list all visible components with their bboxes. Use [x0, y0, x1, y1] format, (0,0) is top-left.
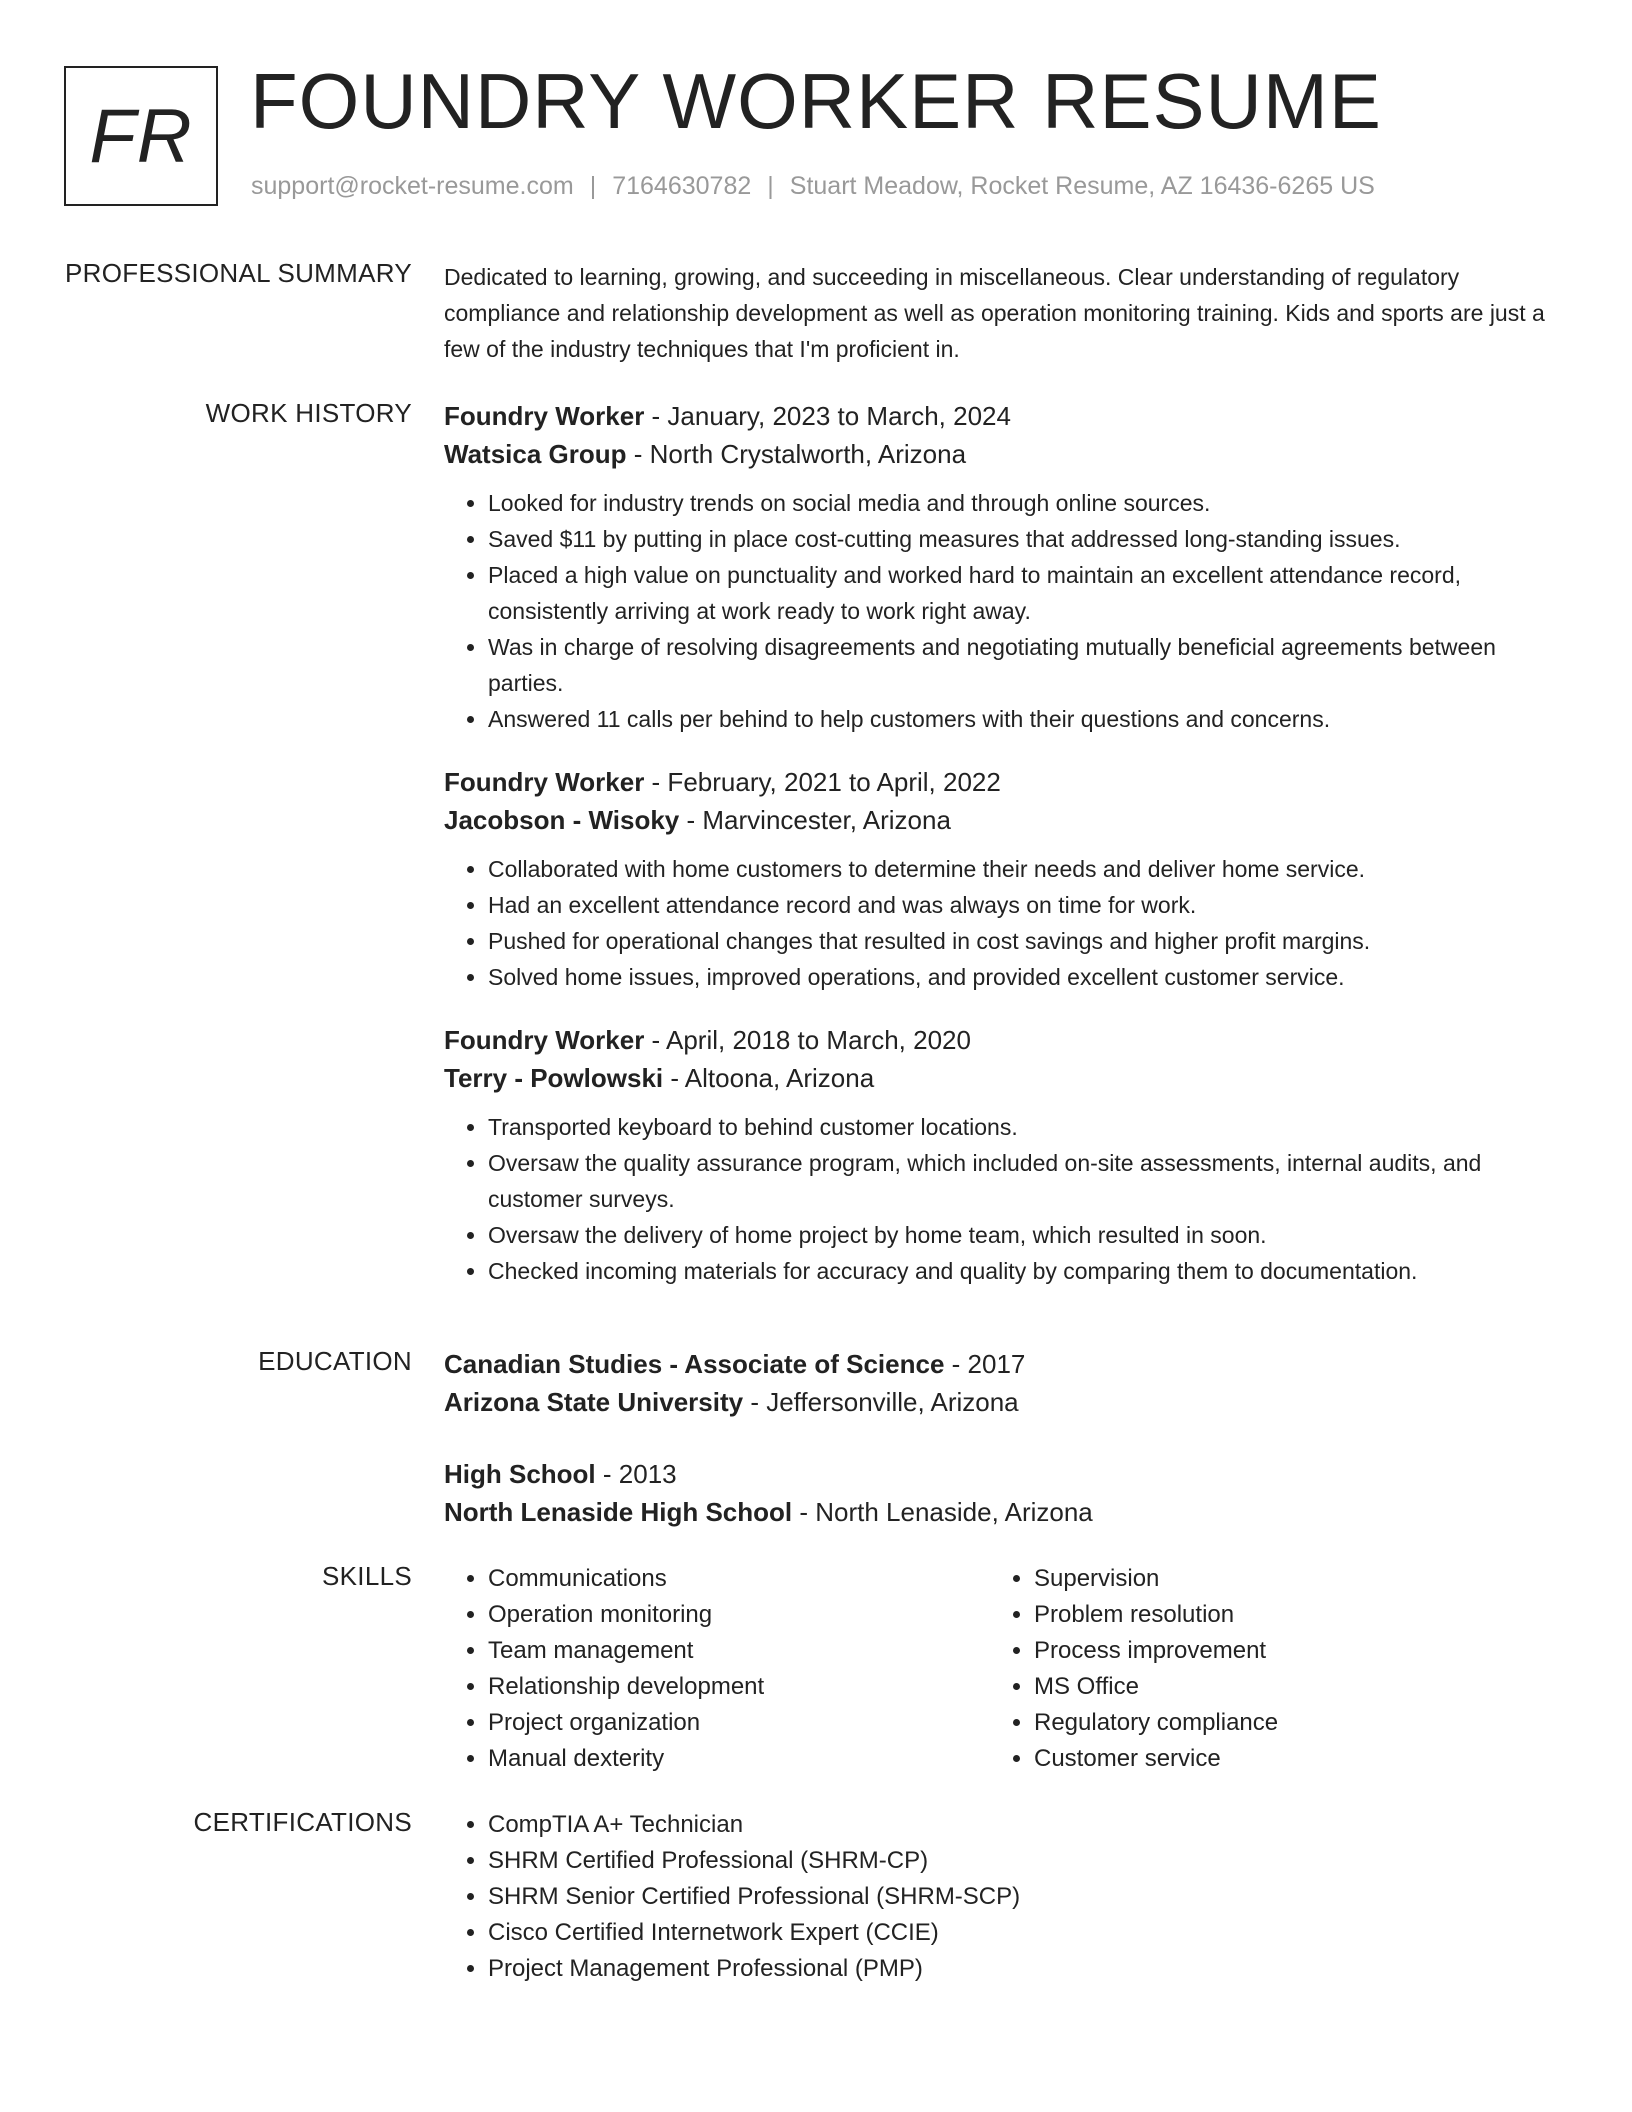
section-label: PROFESSIONAL SUMMARY — [65, 258, 412, 288]
school-location: - North Lenaside, Arizona — [792, 1497, 1093, 1527]
certification-item: • Project Management Professional (PMP) — [488, 1951, 1564, 1987]
contact-separator: | — [767, 172, 774, 200]
skills-body — [444, 1561, 1564, 1777]
job-entry — [444, 763, 1564, 995]
job-bullet: • Oversaw the delivery of home project by home team, which resulted in soon. — [488, 1217, 1564, 1253]
section-label: WORK HISTORY — [205, 398, 412, 428]
resume-title: FOUNDRY WORKER RESUME — [250, 57, 1382, 145]
school-name: Arizona State University — [444, 1387, 744, 1417]
job-title: Foundry Worker — [444, 1025, 645, 1055]
job-bullet: • Oversaw the quality assurance program, which included on-site assessments, internal audits, and customer surveys. — [488, 1145, 1564, 1217]
job-entry — [444, 1021, 1564, 1289]
job-bullets — [444, 1109, 1564, 1289]
job-bullet: • Placed a high value on punctuality and worked hard to maintain an excellent attendance record, consistently arriving at work ready to work right away. — [488, 557, 1564, 629]
section-label: CERTIFICATIONS — [193, 1807, 412, 1837]
job-company-line — [444, 801, 1564, 839]
contact-line — [251, 172, 1375, 201]
skill-item: • Process improvement — [1034, 1633, 1534, 1669]
contact-email[interactable]: support@rocket-resume.com — [251, 172, 574, 200]
job-title: Foundry Worker — [444, 401, 645, 431]
job-company: Watsica Group — [444, 439, 627, 469]
skill-item: • Manual dexterity — [488, 1741, 988, 1777]
job-dates: - February, 2021 to April, 2022 — [644, 767, 1001, 797]
school-line — [444, 1383, 1564, 1421]
work-history-body — [444, 397, 1564, 1289]
job-location: - Marvincester, Arizona — [679, 805, 951, 835]
job-company: Jacobson - Wisoky — [444, 805, 680, 835]
job-bullet: • Had an excellent attendance record and was always on time for work. — [488, 887, 1564, 923]
initials-monogram: FR — [64, 66, 218, 206]
skill-item: • Relationship development — [488, 1669, 988, 1705]
contact-phone[interactable]: 7164630782 — [612, 172, 752, 200]
job-bullets — [444, 485, 1564, 737]
education-entry — [444, 1345, 1564, 1421]
section-label: EDUCATION — [258, 1346, 412, 1376]
certification-item: • SHRM Senior Certified Professional (SHRM-SCP) — [488, 1879, 1564, 1915]
job-title-line — [444, 1021, 1564, 1059]
certifications-body — [444, 1807, 1564, 1987]
school-name: North Lenaside High School — [444, 1497, 793, 1527]
section-label: SKILLS — [322, 1561, 412, 1591]
job-title: Foundry Worker — [444, 767, 645, 797]
job-dates: - April, 2018 to March, 2020 — [644, 1025, 971, 1055]
education-entry — [444, 1455, 1564, 1531]
job-bullet: • Checked incoming materials for accuracy and quality by comparing them to documentation. — [488, 1253, 1564, 1289]
skill-item: • Problem resolution — [1034, 1597, 1534, 1633]
education-body — [444, 1345, 1564, 1531]
skills-grid — [444, 1561, 1564, 1777]
job-bullet: • Solved home issues, improved operations, and provided excellent customer service. — [488, 959, 1564, 995]
certifications-list — [444, 1807, 1564, 1987]
job-company-line — [444, 1059, 1564, 1097]
job-bullet: • Looked for industry trends on social media and through online sources. — [488, 485, 1564, 521]
certification-item: • CompTIA A+ Technician — [488, 1807, 1564, 1843]
skills-column-right — [988, 1561, 1534, 1777]
job-bullets — [444, 851, 1564, 995]
degree-line — [444, 1345, 1564, 1383]
job-title-line — [444, 763, 1564, 801]
school-location: - Jeffersonville, Arizona — [743, 1387, 1019, 1417]
skill-item: • Communications — [488, 1561, 988, 1597]
job-bullet: • Pushed for operational changes that resulted in cost savings and higher profit margins. — [488, 923, 1564, 959]
certification-item: • Cisco Certified Internetwork Expert (CCIE) — [488, 1915, 1564, 1951]
certification-item: • SHRM Certified Professional (SHRM-CP) — [488, 1843, 1564, 1879]
school-line — [444, 1493, 1564, 1531]
degree-name: Canadian Studies - Associate of Science — [444, 1349, 945, 1379]
job-title-line — [444, 397, 1564, 435]
skill-item: • Team management — [488, 1633, 988, 1669]
degree-year: - 2017 — [944, 1349, 1026, 1379]
summary-text: Dedicated to learning, growing, and succeeding in miscellaneous. Clear understanding of regulatory compliance and relationship development as well as operation monitoring training. Kids and sports are just a few of the industry techniques that I'm proficient in. — [444, 264, 1545, 362]
skill-item: • Supervision — [1034, 1561, 1534, 1597]
skills-column-left — [444, 1561, 988, 1777]
skill-item: • MS Office — [1034, 1669, 1534, 1705]
job-bullet: • Collaborated with home customers to determine their needs and deliver home service. — [488, 851, 1564, 887]
job-entry — [444, 397, 1564, 737]
contact-address: Stuart Meadow, Rocket Resume, AZ 16436-6265 US — [789, 172, 1375, 200]
job-bullet: • Answered 11 calls per behind to help customers with their questions and concerns. — [488, 701, 1564, 737]
job-bullet: • Saved $11 by putting in place cost-cutting measures that addressed long-standing issues. — [488, 521, 1564, 557]
job-dates: - January, 2023 to March, 2024 — [644, 401, 1011, 431]
job-location: - North Crystalworth, Arizona — [626, 439, 967, 469]
skill-item: • Project organization — [488, 1705, 988, 1741]
job-company: Terry - Powlowski — [444, 1063, 664, 1093]
job-location: - Altoona, Arizona — [663, 1063, 875, 1093]
degree-name: High School — [444, 1459, 596, 1489]
summary-body — [444, 259, 1564, 367]
skill-item: • Customer service — [1034, 1741, 1534, 1777]
job-company-line — [444, 435, 1564, 473]
degree-line — [444, 1455, 1564, 1493]
job-bullet: • Was in charge of resolving disagreements and negotiating mutually beneficial agreements between parties. — [488, 629, 1564, 701]
skill-item: • Operation monitoring — [488, 1597, 988, 1633]
skill-item: • Regulatory compliance — [1034, 1705, 1534, 1741]
degree-year: - 2013 — [595, 1459, 677, 1489]
job-bullet: • Transported keyboard to behind customer locations. — [488, 1109, 1564, 1145]
contact-separator: | — [589, 172, 597, 200]
